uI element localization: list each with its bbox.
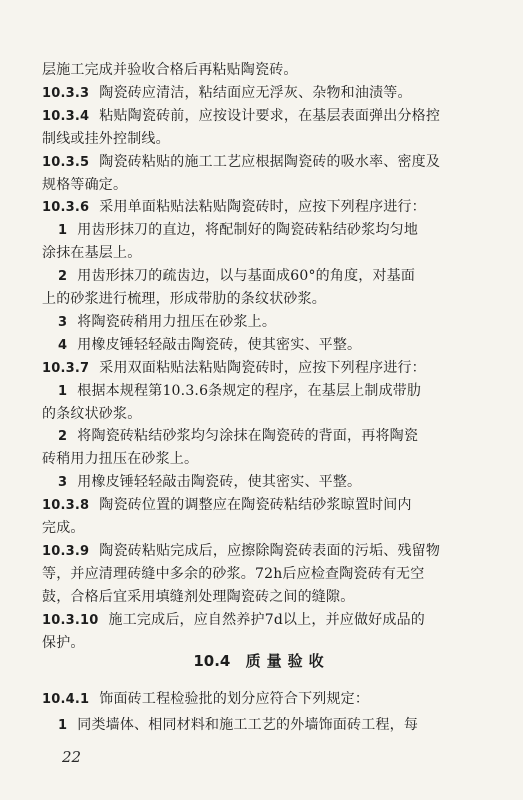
- line-text: 用齿形抹刀的直边，将配制好的陶瓷砖粘结砂浆均匀地: [77, 222, 419, 239]
- line-text: 陶瓷砖应清洁，粘结面应无浮灰、杂物和油渍等。: [99, 84, 412, 101]
- line-text: 用橡皮锤轻轻敲击陶瓷砖，使其密实、平整。: [77, 474, 362, 491]
- text-line: [42, 634, 488, 652]
- list-item: [58, 336, 488, 355]
- item-number: 4: [58, 337, 68, 353]
- clause: [42, 153, 488, 172]
- text-line: [42, 565, 488, 583]
- clause: [42, 542, 488, 561]
- clause-number: 10.3.5: [42, 154, 90, 170]
- clause: [42, 107, 488, 126]
- clause-number: 10.3.10: [42, 612, 99, 628]
- clause-number: 10.3.8: [42, 498, 90, 514]
- line-text: 将陶瓷砖粘结砂浆均匀涂抹在陶瓷砖的背面，再将陶瓷: [77, 428, 419, 445]
- line-text: 粘贴陶瓷砖前，应按设计要求，在基层表面弹出分格控: [99, 107, 441, 124]
- text-line: [42, 519, 488, 537]
- item-number: 1: [58, 718, 68, 733]
- line-text: 同类墙体、相同材料和施工工艺的外墙饰面砖工程，每: [77, 717, 419, 733]
- line-text: 将陶瓷砖稍用力扭压在砂浆上。: [77, 313, 277, 330]
- line-text: 层施工完成并验收合格后再粘贴陶瓷砖。: [42, 62, 298, 78]
- text-line: [42, 176, 488, 194]
- line-text: 规格等确定。: [42, 176, 128, 193]
- text-line: [42, 588, 488, 606]
- clause: [42, 611, 488, 630]
- list-item: [58, 221, 488, 240]
- clause-number: 10.4.1: [42, 692, 90, 707]
- item-number: 1: [58, 383, 68, 399]
- section-title: 质量验收: [245, 652, 330, 670]
- clause: [42, 690, 488, 709]
- clause-number: 10.3.6: [42, 200, 90, 216]
- item-number: 2: [58, 269, 68, 285]
- clause-number: 10.3.4: [42, 108, 90, 124]
- line-text: 陶瓷砖粘贴的施工工艺应根据陶瓷砖的吸水率、密度及: [99, 153, 441, 170]
- text-line: [42, 130, 488, 148]
- line-text: 上的砂浆进行梳理，形成带肋的条纹状砂浆。: [42, 291, 326, 307]
- list-item: [58, 716, 488, 735]
- line-text: 用橡皮锤轻轻敲击陶瓷砖，使其密实、平整。: [77, 336, 362, 353]
- clause: [42, 496, 488, 515]
- text-line: [42, 61, 488, 79]
- line-text: 采用单面粘贴法粘贴陶瓷砖时，应按下列程序进行：: [99, 199, 426, 216]
- line-text: 饰面砖工程检验批的划分应符合下列规定：: [99, 691, 370, 707]
- page-number: 22: [62, 748, 82, 766]
- clause-number: 10.3.9: [42, 543, 90, 559]
- list-item: [58, 313, 488, 332]
- line-text: 用齿形抹刀的疏齿边，以与基面成60°的角度，对基面: [77, 268, 416, 285]
- list-item: [58, 382, 488, 401]
- section-heading: [0, 651, 523, 671]
- clause: [42, 198, 488, 217]
- line-text: 保护。: [42, 634, 85, 651]
- item-number: 2: [58, 429, 68, 445]
- text-line: [42, 290, 488, 308]
- section-number: 10.4: [193, 652, 231, 670]
- clause: [42, 359, 488, 378]
- text-line: [42, 405, 488, 423]
- clause-number: 10.3.7: [42, 360, 90, 376]
- line-text: 制线或挂外控制线。: [42, 130, 170, 147]
- line-text: 陶瓷砖位置的调整应在陶瓷砖粘结砂浆晾置时间内: [99, 497, 412, 514]
- line-text: 砖稍用力扭压在砂浆上。: [42, 451, 199, 468]
- line-text: 根据本规程第10.3.6条规定的程序，在基层上制成带肋: [77, 382, 422, 399]
- text-line: [42, 244, 488, 262]
- line-text: 涂抹在基层上。: [42, 245, 142, 262]
- clause: [42, 84, 488, 103]
- clause-number: 10.3.3: [42, 85, 90, 101]
- line-text: 的条纹状砂浆。: [42, 405, 142, 422]
- text-line: [42, 450, 488, 468]
- item-number: 3: [58, 314, 68, 330]
- line-text: 施工完成后，应自然养护7d以上，并应做好成品的: [108, 611, 425, 628]
- line-text: 等，并应清理砖缝中多余的砂浆。72h后应检查陶瓷砖有无空: [42, 565, 425, 582]
- line-text: 完成。: [42, 520, 85, 536]
- item-number: 1: [58, 223, 68, 239]
- line-text: 陶瓷砖粘贴完成后，应擦除陶瓷砖表面的污垢、残留物: [99, 542, 441, 559]
- item-number: 3: [58, 475, 68, 491]
- list-item: [58, 427, 488, 446]
- list-item: [58, 473, 488, 492]
- list-item: [58, 267, 488, 286]
- line-text: 采用双面粘贴法粘贴陶瓷砖时，应按下列程序进行：: [99, 359, 426, 376]
- line-text: 鼓，合格后宜采用填缝剂处理陶瓷砖之间的缝隙。: [42, 588, 355, 605]
